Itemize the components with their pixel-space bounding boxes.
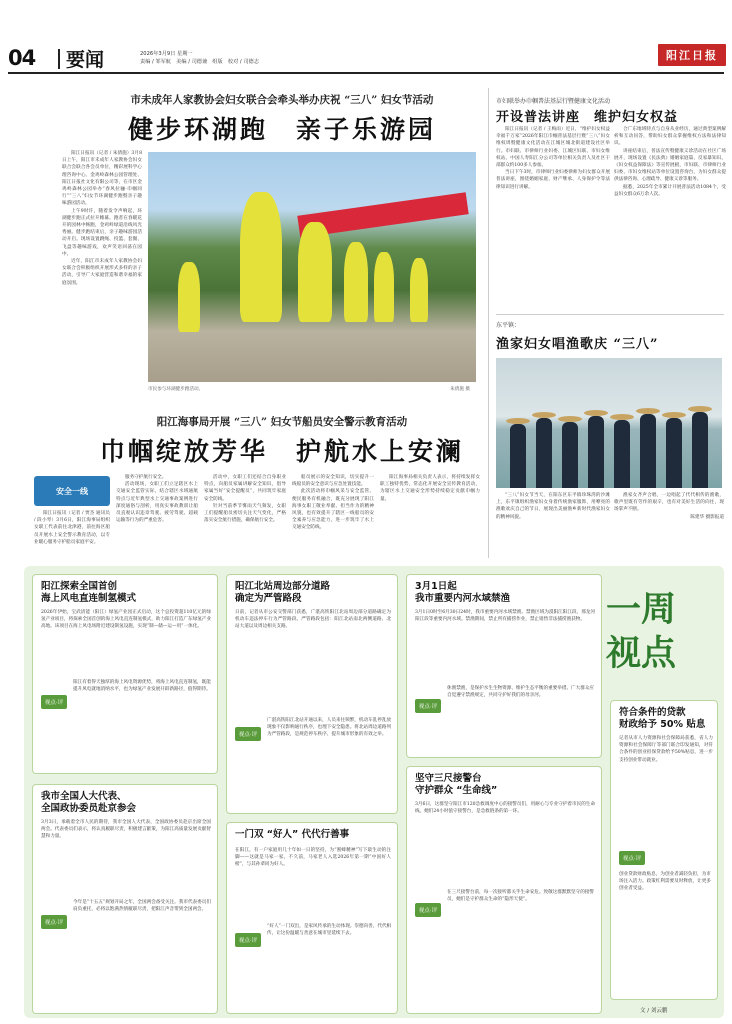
woman-figure [640,414,656,488]
review-title-line: 视点 [606,634,677,674]
woman-figure [666,418,682,488]
right2-kicker: 东平镇： [496,322,521,329]
woman-figure [692,412,708,488]
page-header [0,0,732,76]
story2-kicker: 阳江海事局开展 “三八” 妇女节船员安全警示教育活动 [156,416,408,428]
section-divider [496,314,724,315]
runner-figure [178,262,200,332]
card-comment: 广湛高铁阳江北站开通以来，人员来往频繁，机动车乱停乱放现象不仅影响通行秩序，也埋下安全隐患。将北站周边道路列为严管路段，是规范停车秩序、提升城市形象的有效之举。 [267,718,392,738]
paragraph: 阳江日报讯（记者 / 朱倩施）3月8日上午，阳江市未成年人家教协会妇女联合会联合各会员单位，精彩展科学心理咨询中心、金鸡岭森林公园管理处、阳江日报社文化有限公司等，在市区金鸡岭森林公园举办“春风拉骊·巾帼同行”“三八”妇女节环湖健步跑暨亲子趣味游园活动。 [62,151,142,207]
story2-body-col1 [34,510,110,546]
right2-body-col2 [614,492,724,521]
card-title: 我市全国人大代表、 全国政协委员赴京参会 [41,791,137,814]
comment-badge: 视点·评 [619,851,645,865]
paragraph: 阳江海事局相关负责人表示，将持续发挥女职工独特优势，常态化开展安全宣传教育活动，为辖区水上交通安全形势持续稳定贡献巾帼力量。 [380,475,480,502]
paragraph: 合广东地域特点与自身从业经历，通过典型案例解析和互动问答，帮助妇女群众掌握维权方法和法律知识。 [614,127,726,147]
comment-badge: 视点·评 [415,699,441,713]
runner-figure [298,222,332,322]
hat-shape [558,416,582,422]
card-comment: 今年是“十五五”规划开局之年，全国两会备受关注。我市代表委员们肩负重托，必将以饱满热情履职尽责，把阳江声音带到全国两会。 [73,900,211,913]
woman-figure [536,418,552,488]
page-number: 04 [8,46,36,70]
runner-figure [374,252,394,322]
card-body: 3月3日，承载着全市人民的期待，我市全国人大代表、全国政协委员赴京出席全国两会。代表委员们表示，将认真履职尽责，积极建言献策，为阳江高质量发展贡献智慧和力量。 [41,820,211,840]
photo-credit: 陈建华 摄影报道 [690,514,724,520]
runner-figure [344,242,368,322]
paragraph: 上午9时许，随着发令声响起，环湖健步跑正式拉开帷幕。跑者在春暖花开的园林中畅跑，金鸡岭绿道沿线风光秀丽。健步跑结束后，亲子趣味游园活动开启。现场设置跳绳、投篮、套圈、飞盘等趣味游戏，欢声笑语回荡在园中。 [62,208,142,257]
review-card [406,766,602,1014]
weekly-review-title [606,588,676,676]
card-body: 3月1日0时至6月30日24时，我市重要内河水域禁渔。禁渔区域为漠阳江阳江段、那龙河阳江段等重要内河水域。禁渔期间，禁止所有捕捞作业，禁止销售非法捕捞渔获物。 [415,610,595,623]
review-title-line: 一周 [606,590,677,630]
story1-kicker: 市未成年人家教协会妇女联合会牵头举办庆祝 “三八” 妇女节活动 [130,94,434,106]
review-card [32,784,218,1014]
story1-photo-credit: 朱倩施 摄 [450,387,470,392]
paragraph: 讲座结束后，普法宣传暨健康义诊活动在社区广场展开，现场设置《民法典》婚姻家庭篇、反家暴知识、《妇女权益保障法》等宣传展板，市妇联、市律师行业妇委、市妇女维权站等单位设置咨询台，为妇女群众提供法律咨询、心理疏导、健康义诊等服务。 [614,148,726,183]
hat-shape [636,408,660,414]
paragraph: “三八”妇女节当天，在阳东区东平镇珍珠湾的沙滩上，东平镇组织渔家妇女身着传统渔家服饰，用嘹亮的渔歌欢庆自己的节日，展现出美丽渔乡新时代渔家妇女的精神风貌。 [496,493,610,520]
card-comment: 创业贷款财政贴息，为创业者减轻负担，为市场注入活力。政策红利需要及时释放，让更多创业者受益。 [619,872,711,892]
card-comment: 阳江有着得天独厚的海上风电资源优势，将海上风电直连制氢，既能提升风电就地消纳水平，也为绿氢产业发展开辟新路径，值得期待。 [73,680,211,693]
hat-shape [584,410,608,416]
story2-body-col2 [116,474,198,524]
comment-badge: 视点·评 [415,903,441,917]
story2-body-col3 [204,474,286,524]
review-card [32,574,218,774]
woman-figure [510,424,526,488]
review-card [226,822,398,1014]
card-title: 坚守三尺接警台 守护群众 “生命线” [415,773,498,796]
runner-figure [410,258,428,322]
paragraph: 针对当前季节雾雨天气频发，女职工们提醒船员密切关注天气变化，严格落实安全航行措施，确保航行安全。 [204,503,286,524]
woman-figure [588,416,604,488]
paragraph: 近年，阳江市未成年人家教协会妇女联合会积极组织开展形式多样的亲子活动，引导广大家庭营造和谐幸福的家庭氛围。 [62,259,142,286]
story2-body-col5 [380,474,480,503]
card-comment: “好人”一门双出，是家风传承的生动体现。崇德向善，代代相传，让这份温暖与善意在城市里延续下去。 [267,924,392,937]
card-body: 2026年伊始，宝武清能（阳江）绿氢产业园正式启动，这个总投资超110亿元的绿氢产业项目，将探索全国首创的海上风电直连制氢模式，助力阳江打造广东绿氢产业高地。该项目在海上风电场附近建设制氢设施，实现“制—储—运—用”一体化。 [41,610,211,630]
review-credit: 文 / 刘云鹏 [640,1008,668,1014]
paragraph: 据悉，2025年全市累计开展普法活动1084个，受益妇女群众6万余人次。 [614,184,726,197]
review-card [610,700,718,1000]
safety-badge: 安全一线 [34,476,110,506]
right2-headline: 渔家妇女唱渔歌庆 “三八” [496,337,659,352]
card-title: 符合条件的贷款 财政给予 50% 贴息 [619,707,706,730]
editor-credits: 责编 / 邹军航 美编 / 司德兼 组版 校对 / 司德志 [140,59,259,65]
right1-kicker: 市妇联举办巾帼普法基层行暨健康文化活动 [496,98,611,105]
comment-badge: 视点·评 [235,933,261,947]
paragraph: 服务守护航行安全。 [125,475,167,480]
right1-body-col2 [614,126,726,198]
card-title: 一门双 “好人” 代代行善事 [235,829,350,840]
header-meta [140,50,259,66]
right1-headline: 开设普法讲座 维护妇女权益 [496,110,679,125]
right2-photo [496,358,722,488]
header-rule [8,72,724,74]
story2-body-col4 [292,474,374,532]
paragraph: 活动中，女职工们还结合自身职业特点，向船员家属讲解安全知识，倡导家属当好“安全提醒员”，共同筑牢家庭安全防线。 [204,475,286,502]
hat-shape [662,412,686,418]
story1-photo [148,152,476,382]
story1-caption: 市民参与环湖健步跑活动。 [148,387,204,392]
paragraph: 阳江日报讯（记者 / 贾杰 通讯员 / 段小琴）3月6日，阳江海事局组织女职工代表前往北津港，前往海区船员开展水上安全警示教育活动，以专业暖心服务守护船员家庭平安。 [34,511,110,545]
card-body: 在阳江，有一户家庭用几十年如一日的坚持，为“蜜蜂精神”写下最生动的注脚——这就是马家一家。不久前，马家老人入选2026年第一期“中国好人榜”，与其孙辈同为好人。 [235,848,391,868]
card-body: 日前，记者从市公安交警部门获悉，广湛高铁阳江北站周边部分道路确定为机动车违法停车行为严管路段。严管路段包括：阳江北站南北两侧道路、北站大道以及周边相关支路。 [235,610,391,630]
card-body: 3月6日，这群坚守阳江市120急救调度中心的接警员们，用耐心与专业守护着市民的生命线。她们24小时值守接警台，是急救链条的第一环。 [415,802,595,815]
story1-body [62,150,142,287]
newspaper-logo: 阳江日报 [658,44,726,66]
right1-body-col1 [496,126,610,191]
review-card [406,574,602,758]
paragraph: 渔家女齐声合唱，一边唱起了代代相传的渔歌，歌声里既有劳作的艰辛，也有对美好生活的向往，现场掌声不断。 [614,493,724,513]
paragraph: 此次活动将巾帼风采与安全监管、便民服务有机融合，既充分展现了阳江海事女职工敬业奉献、担当作为的精神风貌，也有效提升了辖区一线船员的安全素养与应急能力，进一步筑牢了水上交通安全防线。 [292,489,374,531]
card-comment: 在三尺接警台前，每一次接听都关乎生命安危。致敬这群默默坚守的接警员，她们是守护群众生命的“隐形天使”。 [447,890,595,903]
paragraph: 活动现场，女职工们立足辖区水上交通安全监管实际，结合辖区水域通航特点与近年典型水上交通事故案例进行深度通俗与剖析，用真实事故教训让船员直观认识违章驾驶、疲劳驾驶、超载运输等行为的严重危害。 [116,482,198,524]
card-title: 阳江北站周边部分道路 确定为严管路段 [235,581,331,604]
card-body: 记者从市人力资源和社会保障局获悉，省人力资源和社会保障厅等部门联合印发通知，对符合条件的创业担保贷款给予50%贴息，进一步支持创业带动就业。 [619,736,713,763]
paragraph: 船员展示的安全知识，切实提升一线船员的安全意识与应急处置技能。 [292,475,374,488]
review-card [226,574,398,814]
hat-shape [532,412,556,418]
publish-date: 2026年3月9日 星期一 [140,51,193,57]
header-divider [58,49,60,69]
runner-figure [240,192,282,322]
paragraph: 当日下午3时，市律师行业妇委律师为妇女群众开展普法讲座，围绕婚姻家庭、财产继承、人身保护令等法律知识进行讲解。 [496,170,610,190]
column-divider [488,88,489,558]
card-title: 阳江探索全国首创 海上风电直连制氢模式 [41,581,137,604]
right2-body-col1 [496,492,610,521]
paragraph: 阳江日报讯（记者 / 王梅雨）近日，“维护妇女权益 幸福千万家”2026年阳江巾帼普法基层行暨“三八”妇女维权周暨健康文化活动在江城区城北街道建设社区举行。市妇联、市律师行业妇委、江城区妇联、市妇女维权站、中国人寿阳江分公司等单位相关负责人及社区干部群众约100多人参加。 [496,127,610,169]
story1-headline: 健步环湖跑 亲子乐游园 [127,115,436,144]
section-title: 要闻 [66,49,105,71]
hat-shape [610,414,634,420]
card-comment: 休渔禁渔，是保护水生生物资源、维护生态平衡的重要举措。广大群众应自觉遵守禁渔规定，共同守护好我们的母亲河。 [447,686,595,699]
woman-figure [562,422,578,488]
hat-shape [688,406,712,412]
comment-badge: 视点·评 [235,727,261,741]
card-title: 3月1日起 我市重要内河水域禁渔 [415,581,511,604]
comment-badge: 视点·评 [41,695,67,709]
woman-figure [614,420,630,488]
hat-shape [506,418,530,424]
story2-headline: 巾帼绽放芳华 护航水上安澜 [99,437,464,466]
comment-badge: 视点·评 [41,915,67,929]
